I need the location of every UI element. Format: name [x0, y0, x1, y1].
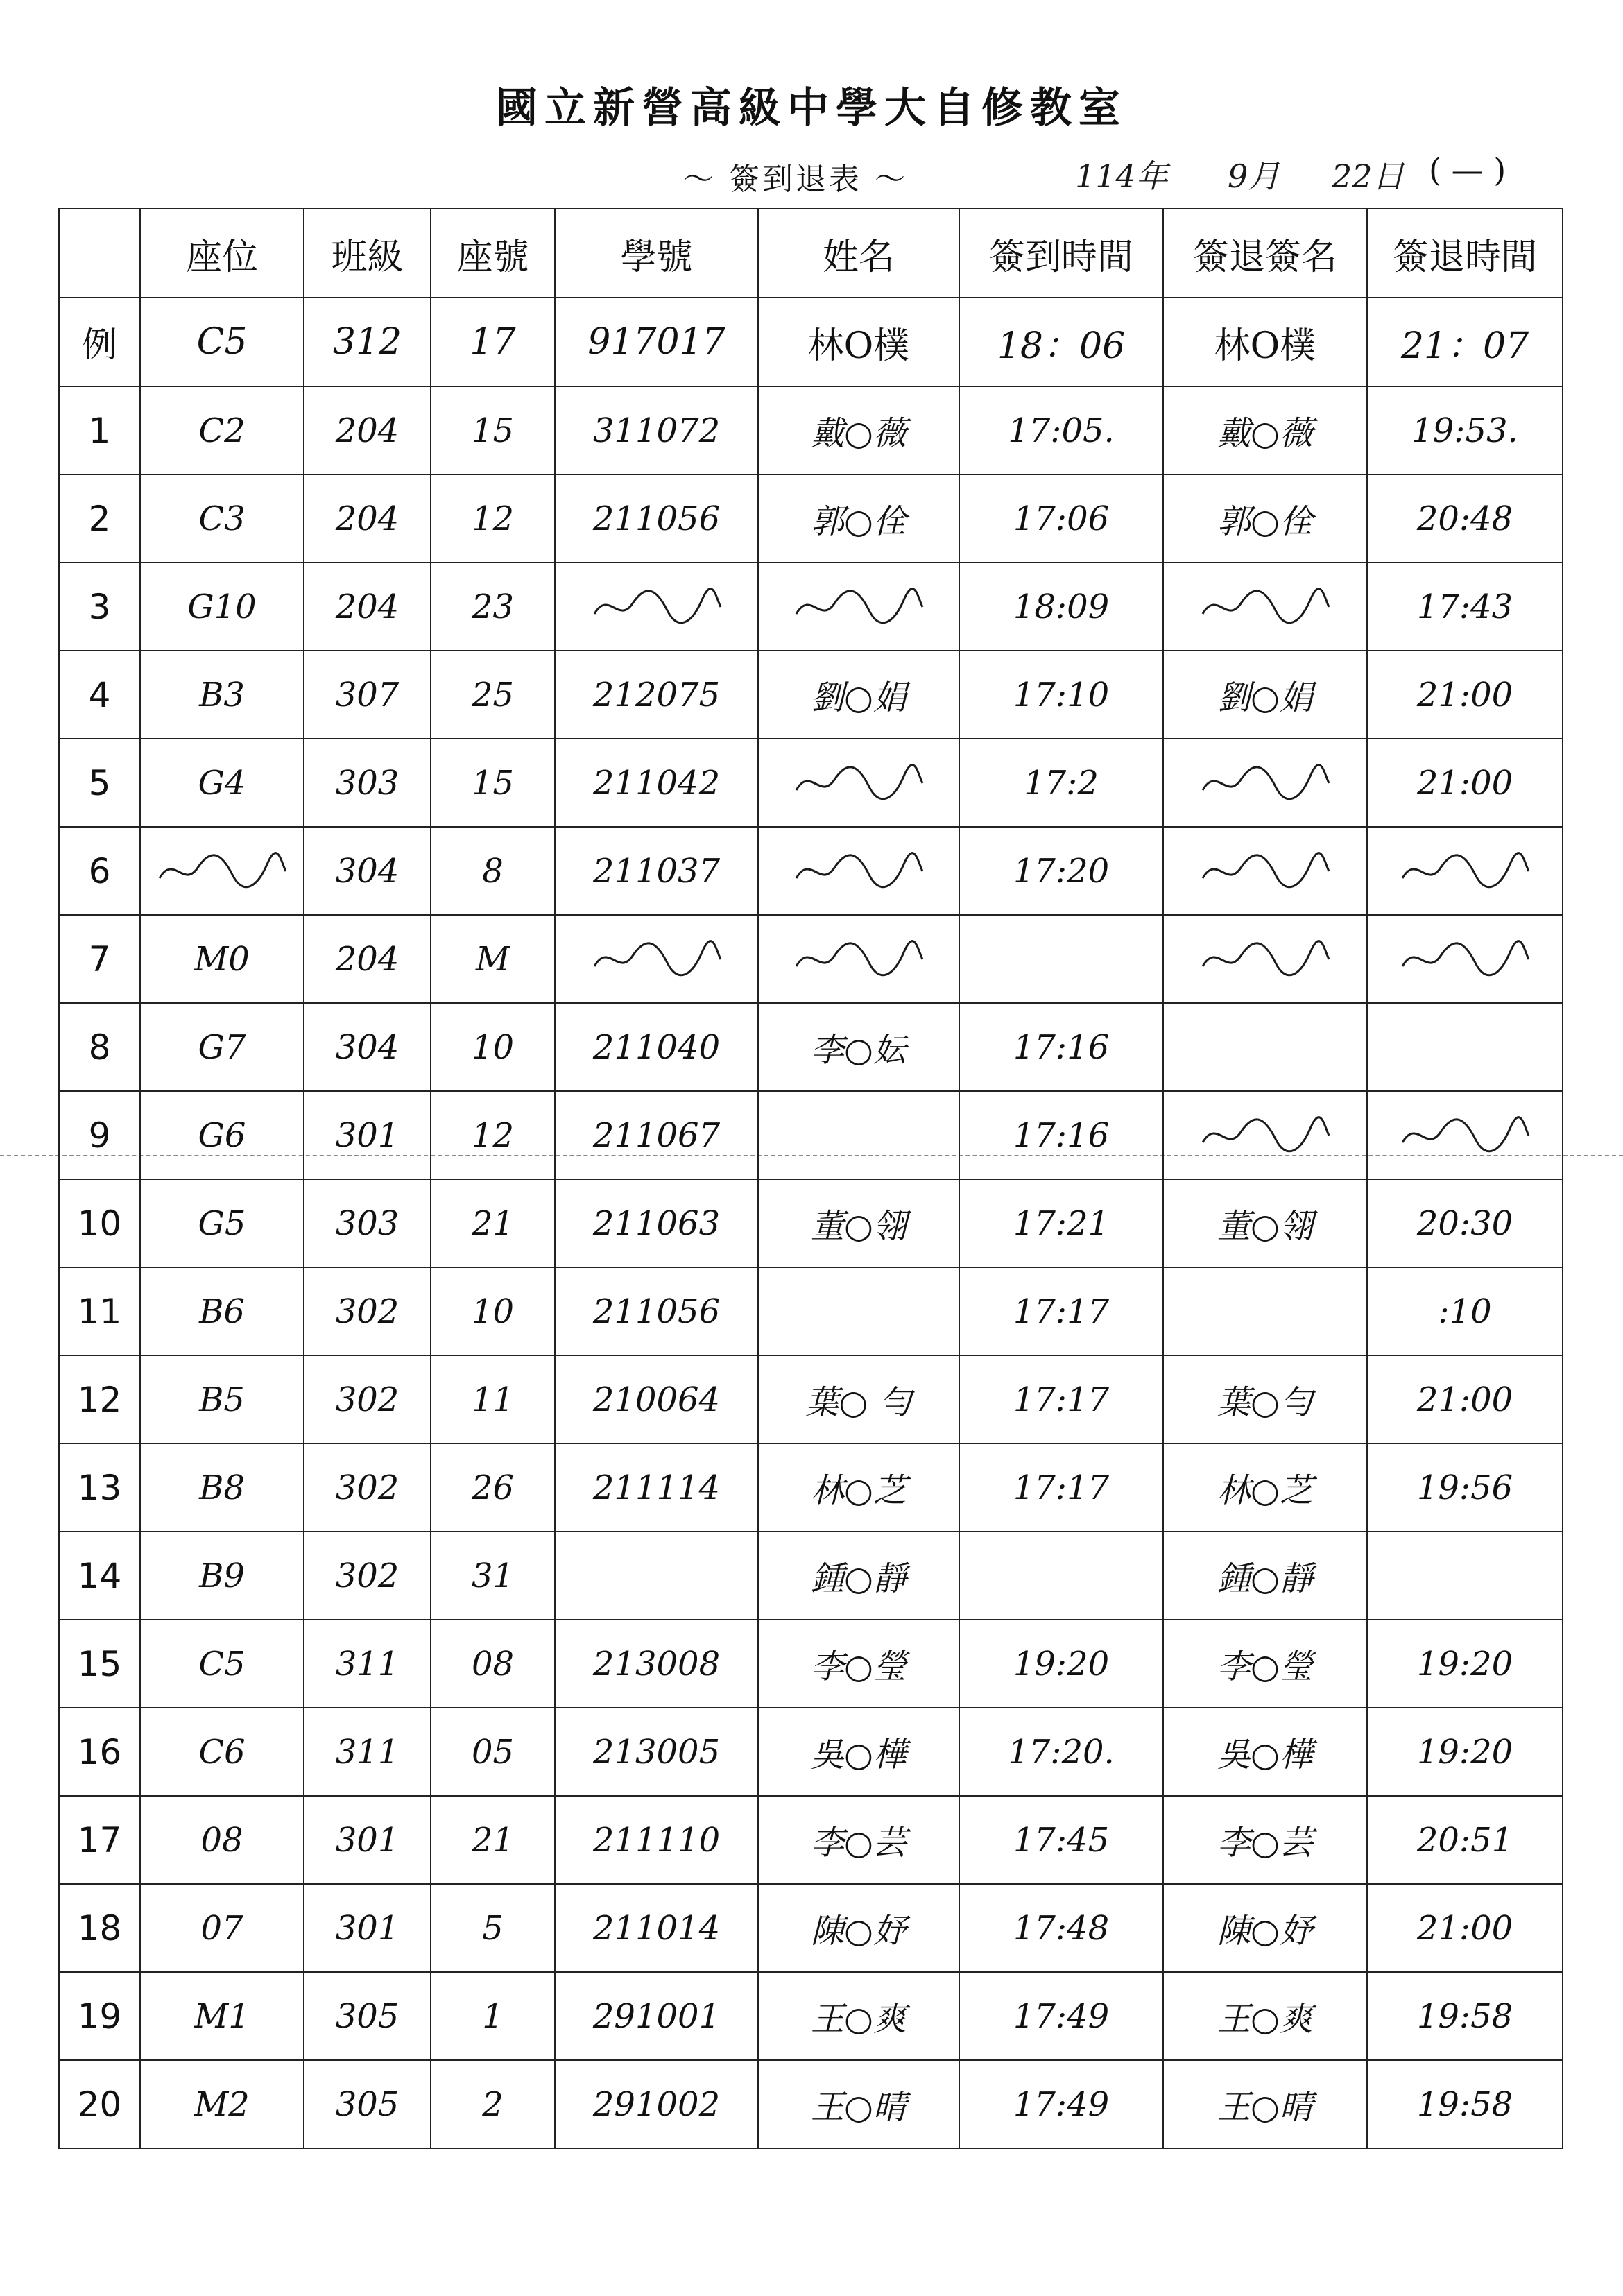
sign-in-time-cell: 17:2 [959, 739, 1163, 827]
table-row [59, 739, 1563, 827]
handwritten-scribble [1196, 1111, 1334, 1160]
class-cell: 302 [304, 1532, 431, 1620]
class-cell: 301 [304, 1796, 431, 1884]
row-index: 4 [59, 651, 140, 739]
sign-out-time-cell [1367, 1532, 1563, 1620]
sign-in-time-cell [959, 1532, 1163, 1620]
row-index: 5 [59, 739, 140, 827]
example-class: 312 [304, 298, 431, 386]
name-signature-cell: 陳○妤 [758, 1884, 959, 1972]
name-signature-cell [758, 563, 959, 651]
seat-cell: B3 [140, 651, 304, 739]
seat-number-cell: M [431, 915, 555, 1003]
date-weekday: ( — ) [1429, 151, 1506, 189]
sign-in-time-cell: 17:16 [959, 1003, 1163, 1091]
name-signature-cell: 李○芸 [758, 1796, 959, 1884]
sign-out-signature-cell: 陳○妤 [1163, 1884, 1367, 1972]
seat-cell: C2 [140, 386, 304, 474]
sign-out-signature-cell [1163, 1267, 1367, 1355]
handwritten-scribble [789, 935, 928, 984]
handwritten-scribble [1196, 847, 1334, 896]
class-cell: 204 [304, 386, 431, 474]
name-signature-cell [758, 1267, 959, 1355]
class-cell: 204 [304, 563, 431, 651]
student-id-cell [555, 915, 758, 1003]
col-header-sign-out-time: 簽退時間 [1367, 209, 1563, 298]
sign-out-time-cell: 17:43 [1367, 563, 1563, 651]
seat-cell: G5 [140, 1179, 304, 1267]
seat-number-cell: 5 [431, 1884, 555, 1972]
sign-out-signature-cell: 吳○樺 [1163, 1708, 1367, 1796]
name-signature-cell: 劉○娟 [758, 651, 959, 739]
seat-number-cell: 1 [431, 1972, 555, 2060]
sign-in-time-cell: 17:10 [959, 651, 1163, 739]
sign-out-signature-cell: 李○芸 [1163, 1796, 1367, 1884]
row-index: 16 [59, 1708, 140, 1796]
col-header-sign-out-signature: 簽退簽名 [1163, 209, 1367, 298]
row-index: 3 [59, 563, 140, 651]
name-signature-cell: 王○晴 [758, 2060, 959, 2148]
table-row [59, 1003, 1563, 1091]
sign-in-time-cell: 17:45 [959, 1796, 1163, 1884]
handwritten-scribble [587, 583, 726, 631]
class-cell: 302 [304, 1267, 431, 1355]
class-cell: 304 [304, 1003, 431, 1091]
class-cell: 305 [304, 2060, 431, 2148]
row-index: 2 [59, 474, 140, 563]
table-row [59, 1708, 1563, 1796]
seat-number-cell: 10 [431, 1003, 555, 1091]
row-index: 7 [59, 915, 140, 1003]
row-index: 8 [59, 1003, 140, 1091]
col-header-sign-in-time: 簽到時間 [959, 209, 1163, 298]
student-id-cell: 211056 [555, 474, 758, 563]
table-row [59, 1972, 1563, 2060]
student-id-cell: 211114 [555, 1443, 758, 1532]
student-id-cell: 212075 [555, 651, 758, 739]
seat-number-cell: 11 [431, 1355, 555, 1443]
handwritten-scribble [789, 847, 928, 896]
sign-in-time-cell: 17:49 [959, 1972, 1163, 2060]
sign-out-signature-cell [1163, 739, 1367, 827]
sign-in-time-cell: 17:20. [959, 1708, 1163, 1796]
seat-number-cell: 12 [431, 474, 555, 563]
student-id-cell [555, 1532, 758, 1620]
sign-out-time-cell: 19:20 [1367, 1708, 1563, 1796]
class-cell: 305 [304, 1972, 431, 2060]
sign-out-signature-cell [1163, 915, 1367, 1003]
col-header-student-id: 學號 [555, 209, 758, 298]
seat-number-cell: 12 [431, 1091, 555, 1179]
name-signature-cell: 李○妘 [758, 1003, 959, 1091]
sign-in-time-cell [959, 915, 1163, 1003]
date-month: 9月 [1228, 157, 1280, 195]
example-seat: C5 [140, 298, 304, 386]
row-index: 6 [59, 827, 140, 915]
row-index: 10 [59, 1179, 140, 1267]
sign-out-signature-cell [1163, 1003, 1367, 1091]
seat-cell: G4 [140, 739, 304, 827]
row-index: 13 [59, 1443, 140, 1532]
seat-number-cell: 08 [431, 1620, 555, 1708]
student-id-cell: 211056 [555, 1267, 758, 1355]
seat-number-cell: 21 [431, 1796, 555, 1884]
name-signature-cell: 葉○ 勻 [758, 1355, 959, 1443]
sign-in-time-cell: 17:48 [959, 1884, 1163, 1972]
date-day: 22日 [1332, 157, 1405, 195]
handwritten-scribble [1196, 583, 1334, 631]
handwritten-scribble [1396, 935, 1534, 984]
seat-cell: G6 [140, 1091, 304, 1179]
sign-out-time-cell: 21:00 [1367, 739, 1563, 827]
sign-out-time-cell: :10 [1367, 1267, 1563, 1355]
row-index: 12 [59, 1355, 140, 1443]
page-title: 國立新營高級中學大自修教室 [496, 84, 1127, 132]
student-id-cell: 291002 [555, 2060, 758, 2148]
handwritten-scribble [153, 847, 291, 896]
name-signature-cell: 郭○佺 [758, 474, 959, 563]
sign-out-time-cell [1367, 1091, 1563, 1179]
handwritten-scribble [1196, 759, 1334, 807]
row-index: 15 [59, 1620, 140, 1708]
example-index: 例 [59, 298, 140, 386]
col-header-name: 姓名 [758, 209, 959, 298]
name-signature-cell: 董○翎 [758, 1179, 959, 1267]
seat-number-cell: 2 [431, 2060, 555, 2148]
class-cell: 307 [304, 651, 431, 739]
sign-out-signature-cell: 郭○佺 [1163, 474, 1367, 563]
row-index: 9 [59, 1091, 140, 1179]
seat-cell: M0 [140, 915, 304, 1003]
table-row [59, 1355, 1563, 1443]
table-row [59, 827, 1563, 915]
col-header-seat-number: 座號 [431, 209, 555, 298]
seat-cell: M1 [140, 1972, 304, 2060]
seat-number-cell: 21 [431, 1179, 555, 1267]
sign-out-signature-cell: 劉○娟 [1163, 651, 1367, 739]
seat-cell: C6 [140, 1708, 304, 1796]
col-header-seat: 座位 [140, 209, 304, 298]
sign-out-time-cell [1367, 1003, 1563, 1091]
student-id-cell: 211040 [555, 1003, 758, 1091]
class-cell: 311 [304, 1620, 431, 1708]
table-row [59, 1884, 1563, 1972]
seat-cell: G7 [140, 1003, 304, 1091]
sign-out-time-cell: 19:56 [1367, 1443, 1563, 1532]
seat-number-cell: 05 [431, 1708, 555, 1796]
sign-out-time-cell [1367, 827, 1563, 915]
name-signature-cell [758, 1091, 959, 1179]
sign-out-time-cell: 21:00 [1367, 651, 1563, 739]
table-row [59, 563, 1563, 651]
seat-number-cell: 25 [431, 651, 555, 739]
sign-in-table [58, 208, 1563, 2149]
student-id-cell: 311072 [555, 386, 758, 474]
sign-out-time-cell: 19:53. [1367, 386, 1563, 474]
table-row [59, 651, 1563, 739]
sign-out-signature-cell [1163, 1091, 1367, 1179]
row-index: 20 [59, 2060, 140, 2148]
sign-in-time-cell: 17:16 [959, 1091, 1163, 1179]
handwritten-scribble [1196, 935, 1334, 984]
class-cell: 304 [304, 827, 431, 915]
seat-number-cell: 8 [431, 827, 555, 915]
sign-in-time-cell: 17:21 [959, 1179, 1163, 1267]
page-subtitle: ～ 簽到退表 ～ [683, 162, 908, 197]
sign-in-time-cell: 17:06 [959, 474, 1163, 563]
class-cell: 303 [304, 1179, 431, 1267]
sign-in-time-cell: 18:09 [959, 563, 1163, 651]
col-header-class: 班級 [304, 209, 431, 298]
seat-cell: 08 [140, 1796, 304, 1884]
example-sign-in-time: 18：06 [959, 298, 1163, 386]
row-index: 11 [59, 1267, 140, 1355]
sign-in-time-cell: 17:20 [959, 827, 1163, 915]
sign-out-time-cell: 21:00 [1367, 1884, 1563, 1972]
seat-cell: B8 [140, 1443, 304, 1532]
student-id-cell: 211110 [555, 1796, 758, 1884]
sign-out-signature-cell [1163, 563, 1367, 651]
name-signature-cell: 李○瑩 [758, 1620, 959, 1708]
sign-out-signature-cell: 鍾○靜 [1163, 1532, 1367, 1620]
student-id-cell [555, 563, 758, 651]
student-id-cell: 211014 [555, 1884, 758, 1972]
row-index: 18 [59, 1884, 140, 1972]
col-header-index [59, 209, 140, 298]
class-cell: 302 [304, 1355, 431, 1443]
header-row [59, 209, 1563, 298]
seat-cell: B5 [140, 1355, 304, 1443]
sign-out-time-cell: 19:20 [1367, 1620, 1563, 1708]
table-row [59, 1796, 1563, 1884]
sign-out-time-cell: 19:58 [1367, 2060, 1563, 2148]
row-index: 14 [59, 1532, 140, 1620]
table-row [59, 1091, 1563, 1179]
student-id-cell: 211037 [555, 827, 758, 915]
example-name: 林O樸 [758, 298, 959, 386]
class-cell: 301 [304, 1884, 431, 1972]
table-row [59, 386, 1563, 474]
sign-in-time-cell: 17:17 [959, 1443, 1163, 1532]
handwritten-scribble [587, 935, 726, 984]
class-cell: 303 [304, 739, 431, 827]
seat-number-cell: 15 [431, 739, 555, 827]
student-id-cell: 211063 [555, 1179, 758, 1267]
name-signature-cell: 鍾○靜 [758, 1532, 959, 1620]
student-id-cell: 213008 [555, 1620, 758, 1708]
seat-cell: C3 [140, 474, 304, 563]
sign-out-time-cell: 19:58 [1367, 1972, 1563, 2060]
name-signature-cell [758, 915, 959, 1003]
sign-out-signature-cell: 董○翎 [1163, 1179, 1367, 1267]
handwritten-scribble [789, 759, 928, 807]
student-id-cell: 210064 [555, 1355, 758, 1443]
seat-number-cell: 26 [431, 1443, 555, 1532]
name-signature-cell: 戴○薇 [758, 386, 959, 474]
name-signature-cell [758, 827, 959, 915]
seat-number-cell: 10 [431, 1267, 555, 1355]
example-sign-out-signature: 林O樸 [1163, 298, 1367, 386]
table-row [59, 1267, 1563, 1355]
handwritten-scribble [789, 583, 928, 631]
student-id-cell: 211042 [555, 739, 758, 827]
sign-in-time-cell: 19:20 [959, 1620, 1163, 1708]
table-row [59, 2060, 1563, 2148]
seat-cell: G10 [140, 563, 304, 651]
sign-in-time-cell: 17:17 [959, 1355, 1163, 1443]
example-student-id: 917017 [555, 298, 758, 386]
sign-out-time-cell: 20:30 [1367, 1179, 1563, 1267]
handwritten-scribble [1396, 1111, 1534, 1160]
student-id-cell: 211067 [555, 1091, 758, 1179]
sign-out-signature-cell: 王○爽 [1163, 1972, 1367, 2060]
class-cell: 311 [304, 1708, 431, 1796]
row-index: 1 [59, 386, 140, 474]
name-signature-cell: 吳○樺 [758, 1708, 959, 1796]
table-row [59, 1532, 1563, 1620]
sign-in-time-cell: 17:17 [959, 1267, 1163, 1355]
seat-number-cell: 23 [431, 563, 555, 651]
example-row [59, 298, 1563, 386]
class-cell: 204 [304, 915, 431, 1003]
name-signature-cell: 王○爽 [758, 1972, 959, 2060]
seat-cell: M2 [140, 2060, 304, 2148]
table-row [59, 1443, 1563, 1532]
class-cell: 301 [304, 1091, 431, 1179]
sign-in-time-cell: 17:49 [959, 2060, 1163, 2148]
sign-out-signature-cell: 李○瑩 [1163, 1620, 1367, 1708]
seat-cell [140, 827, 304, 915]
seat-cell: B6 [140, 1267, 304, 1355]
table-row [59, 474, 1563, 563]
sign-out-signature-cell: 王○晴 [1163, 2060, 1367, 2148]
name-signature-cell [758, 739, 959, 827]
student-id-cell: 291001 [555, 1972, 758, 2060]
example-seat-number: 17 [431, 298, 555, 386]
sign-out-signature-cell: 戴○薇 [1163, 386, 1367, 474]
class-cell: 302 [304, 1443, 431, 1532]
table-row [59, 1179, 1563, 1267]
example-sign-out-time: 21：07 [1367, 298, 1563, 386]
table-row [59, 1620, 1563, 1708]
seat-number-cell: 15 [431, 386, 555, 474]
handwritten-scribble [1396, 847, 1534, 896]
seat-cell: B9 [140, 1532, 304, 1620]
sign-in-time-cell: 17:05. [959, 386, 1163, 474]
class-cell: 204 [304, 474, 431, 563]
sign-out-time-cell: 21:00 [1367, 1355, 1563, 1443]
sign-out-time-cell [1367, 915, 1563, 1003]
seat-number-cell: 31 [431, 1532, 555, 1620]
sign-out-signature-cell: 葉○勻 [1163, 1355, 1367, 1443]
sign-out-signature-cell [1163, 827, 1367, 915]
name-signature-cell: 林○芝 [758, 1443, 959, 1532]
seat-cell: C5 [140, 1620, 304, 1708]
table-row [59, 915, 1563, 1003]
date-year: 114年 [1075, 157, 1168, 195]
sign-out-time-cell: 20:51 [1367, 1796, 1563, 1884]
row-index: 17 [59, 1796, 140, 1884]
row-index: 19 [59, 1972, 140, 2060]
student-id-cell: 213005 [555, 1708, 758, 1796]
sign-out-time-cell: 20:48 [1367, 474, 1563, 563]
seat-cell: 07 [140, 1884, 304, 1972]
sign-out-signature-cell: 林○芝 [1163, 1443, 1367, 1532]
